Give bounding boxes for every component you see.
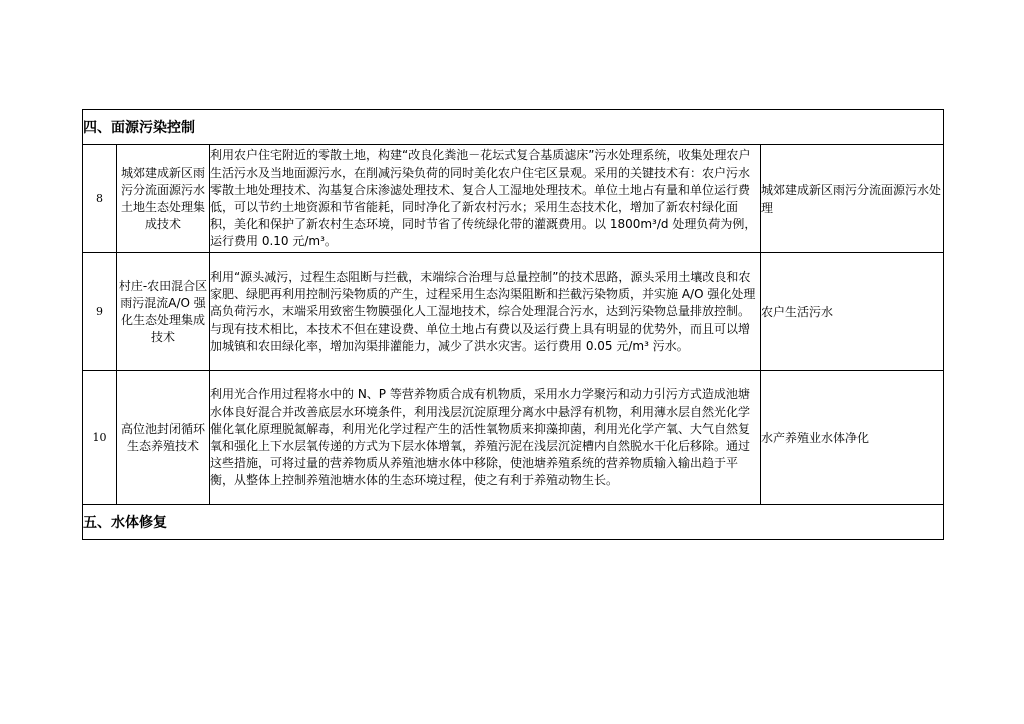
table-row xyxy=(83,253,944,371)
application-field: 农户生活污水 xyxy=(761,253,944,371)
technology-name: 城郊建成新区雨污分流面源污水土地生态处理集成技术 xyxy=(117,145,210,253)
row-number: 8 xyxy=(83,145,117,253)
application-field: 城郊建成新区雨污分流面源污水处理 xyxy=(761,145,944,253)
technology-description xyxy=(210,371,761,505)
table-row xyxy=(83,371,944,505)
technology-name: 村庄-农田混合区雨污混流A/O 强化生态处理集成技术 xyxy=(117,253,210,371)
row-number: 10 xyxy=(83,371,117,505)
application-field: 水产养殖业水体净化 xyxy=(761,371,944,505)
section-row xyxy=(83,110,944,145)
technology-table xyxy=(82,109,944,540)
section-heading: 四、面源污染控制 xyxy=(83,110,944,145)
description-text: 利用农户住宅附近的零散土地，构建“改良化粪池－花坛式复合基质滤床”污水处理系统，收集处理农户生活污水及当地面源污水，在削减污染负荷的同时美化农户住宅区景观。采用的关键技术有：农户污水零散土地处理技术、沟基复合床渗滤处理技术、复合人工湿地处理技术。单位土地占有量和单位运行费低，可以节约土地资源和节省能耗，同时净化了新农村污水；采用生态技术化，增加了新农村绿化面积，美化和保护了新农村生态环境，同时节省了传统绿化带的灌溉费用。以 1800m³/d 处理负荷为例，运行费用 0.10 元/m³。 xyxy=(210,148,757,249)
description-text: 利用光合作用过程将水中的 N、P 等营养物质合成有机物质，采用水力学聚污和动力引污方式造成池塘水体良好混合并改善底层水环境条件，利用浅层沉淀原理分离水中悬浮有机物，利用薄水层自然光化学催化氧化原理脱氮解毒，利用光化学过程产生的活性氧物质来抑藻抑菌，利用光化学产氧、大气自然复氧和强化上下水层氧传递的方式为下层水体增氧，养殖污泥在浅层沉淀槽内自然脱水干化后移除。通过这些措施，可将过量的营养物质从养殖池塘水体中移除，使池塘养殖系统的营养物质输入输出趋于平衡，从整体上控制养殖池塘水体的生态环境过程，使之有利于养殖动物生长。 xyxy=(210,387,751,488)
section-heading: 五、水体修复 xyxy=(83,505,944,540)
description-text: 利用“源头减污，过程生态阻断与拦截，末端综合治理与总量控制”的技术思路，源头采用土壤改良和农家肥、绿肥再利用控制污染物质的产生，过程采用生态沟渠阻断和拦截污染物质，并实施 A/O 强化处理高负荷污水，末端采用致密生物膜强化人工湿地技术，综合处理混合污水，达到污染物总量排放控制。与现有技术相比，本技术不但在建设费、单位土地占有费以及运行费上具有明显的优势外，而且可以增加城镇和农田绿化率，增加沟渠排灌能力，减少了洪水灾害。运行费用 0.05 元/m³ 污水。 xyxy=(210,269,756,353)
technology-description xyxy=(210,145,761,253)
section-row xyxy=(83,505,944,540)
technology-description xyxy=(210,253,761,371)
technology-name: 高位池封闭循环生态养殖技术 xyxy=(117,371,210,505)
row-number: 9 xyxy=(83,253,117,371)
table-row xyxy=(83,145,944,253)
